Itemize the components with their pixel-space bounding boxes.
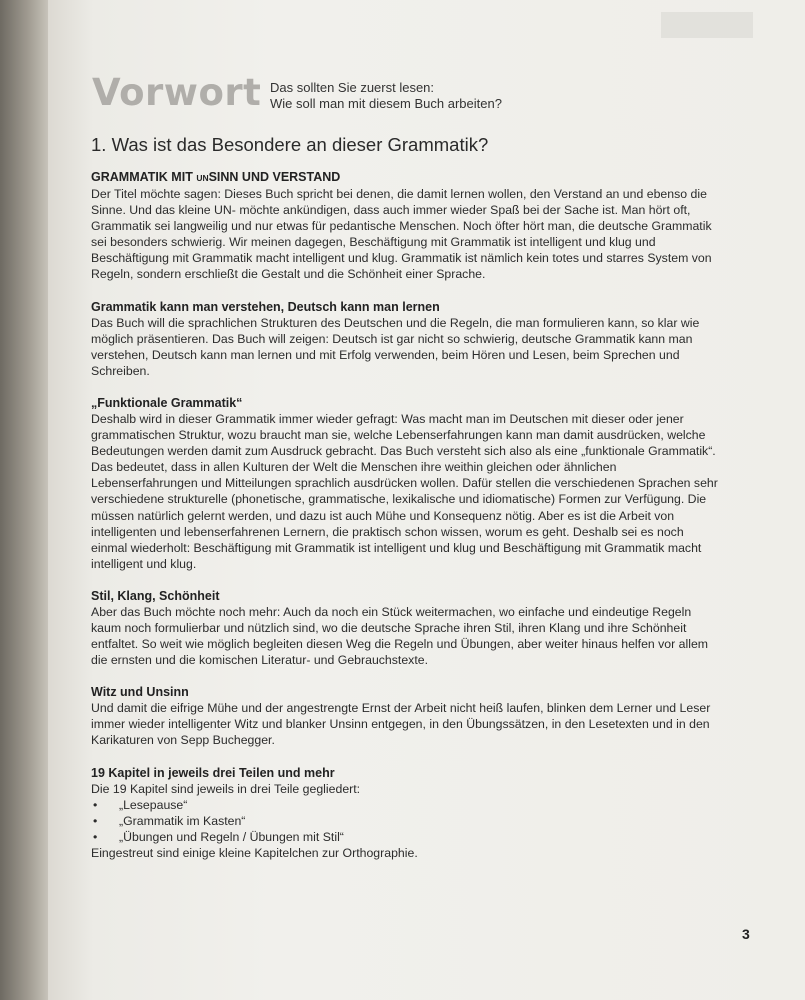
section-title bbox=[91, 134, 721, 156]
list-item-text: „Lesepause“ bbox=[119, 797, 188, 812]
book-spine-shadow bbox=[0, 0, 52, 1000]
page-number: 3 bbox=[742, 926, 750, 942]
bullet-icon: • bbox=[93, 813, 98, 828]
block-heading: 19 Kapitel in jeweils drei Teilen und mehr bbox=[91, 765, 335, 780]
block-paragraph: Aber das Buch möchte noch mehr: Auch da noch ein Stück weitermachen, wo einfache und eindeutige Regeln kaum noch formulierbar und nützlich sind, wo die deutsche Sprache ihren Stil, ihren Klang und ihre Schönheit entfaltet. So weit wie möglich begleiten diesen Weg die Regeln und Übungen, aber weiter hinaus helfen vor allem die ernsten und die komischen Literatur- und Gebrauchstexte. bbox=[91, 604, 709, 668]
list-item bbox=[91, 829, 721, 845]
bullet-icon: • bbox=[93, 797, 98, 812]
section-number: 1. bbox=[91, 134, 107, 155]
bullet-icon: • bbox=[93, 829, 98, 844]
subtitle-line-1: Das sollten Sie zuerst lesen: bbox=[270, 80, 435, 95]
block-paragraph: Und damit die eifrige Mühe und der angestrengte Ernst der Arbeit nicht heiß laufen, blinken dem Lerner und Leser immer wieder intelligenter Witz und blanker Unsinn entgegen, in den Übungssätzen, in den Lesetexten und in den Karikaturen von Sepp Buchegger. bbox=[91, 701, 711, 748]
block-paragraph: Der Titel möchte sagen: Dieses Buch spricht bei denen, die damit lernen wollen, den Verstand an und ebenso die Sinne. Und das kleine UN- möchte ankündigen, dass auch immer wieder Spaß bei der Sache ist. Man hört oft, Grammatik sei langweilig und nur etwas für pedantische Menschen. Noch öfter hört man, die deutsche Grammatik sei besonders schwierig. Wir meinen dagegen, Beschäftigung mit Grammatik ist intelligent und klug und Beschäftigung mit Grammatik macht intelligent und klug. Grammatik ist nämlich kein totes und starres System von Regeln, sondern erschließt die Gestalt und die Schönheit einer Sprache. bbox=[91, 187, 712, 282]
block-heading bbox=[91, 169, 721, 186]
block-witz-unsinn bbox=[91, 684, 721, 748]
block-grammatik-mit-unsinn bbox=[91, 169, 721, 283]
block-grammatik-verstehen bbox=[91, 299, 721, 379]
block-stil-klang bbox=[91, 588, 721, 668]
list-item bbox=[91, 813, 721, 829]
chapter-parts-list bbox=[91, 797, 721, 845]
block-heading: Witz und Unsinn bbox=[91, 685, 189, 700]
list-item-text: „Übungen und Regeln / Übungen mit Stil“ bbox=[119, 829, 344, 844]
chapter-tab-mark bbox=[661, 12, 753, 38]
list-item bbox=[91, 797, 721, 813]
block-funktionale-grammatik bbox=[91, 395, 721, 572]
section-title-text: Was ist das Besondere an dieser Grammatik? bbox=[111, 134, 489, 155]
block-paragraph: Die 19 Kapitel sind jeweils in drei Teile gegliedert: bbox=[91, 781, 361, 796]
block-heading: Grammatik kann man verstehen, Deutsch kann man lernen bbox=[91, 299, 440, 314]
list-item-text: „Grammatik im Kasten“ bbox=[119, 813, 246, 828]
page-subtitle bbox=[270, 80, 570, 112]
block-heading: „Funktionale Grammatik“ bbox=[91, 395, 243, 410]
block-heading: Stil, Klang, Schönheit bbox=[91, 588, 220, 603]
heading-part: GRAMMATIK MIT bbox=[91, 170, 197, 184]
main-content bbox=[91, 134, 721, 877]
subtitle-line-2: Wie soll man mit diesem Buch arbeiten? bbox=[270, 96, 502, 111]
page-title: Vorwort bbox=[92, 71, 262, 114]
heading-part: SINN UND VERSTAND bbox=[208, 170, 341, 184]
block-paragraph: Das Buch will die sprachlichen Strukturen des Deutschen und die Regeln, die man formulieren kann, so klar wie möglich präsentieren. Das Buch will zeigen: Deutsch ist gar nicht so schwierig, deutsche Grammatik kann man verstehen, Deutsch kann man lernen und mit Erfolg verwenden, beim Hören und Lesen, beim Sprechen und Schreiben. bbox=[91, 315, 700, 378]
block-paragraph: Deshalb wird in dieser Grammatik immer wieder gefragt: Was macht man im Deutschen mit dieser oder jener grammatischen Struktur, wozu braucht man sie, welche Lebenserfahrungen kann man damit ausdrücken, welche Bedeutungen werden damit zum Ausdruck gebracht. Das Buch versteht sich also als eine „funktionale Grammatik“. Das bedeutet, dass in allen Kulturen der Welt die Menschen ihre weithin gleichen oder ähnlichen Lebenserfahrungen und Mitteilungen sprachlich ausdrücken wollen. Dafür stellen die verschiedenen Sprachen sehr verschiedene strukturelle (phonetische, grammatische, lexikalische und idiomatische) Formen zur Verfügung. Die müssen natürlich gelernt werden, und dazu ist auch Mühe und Konsequenz nötig. Aber es ist die Arbeit von intelligenten und lebenserfahrenen Lernern, die praktisch schon wissen, worum es geht. Deshalb sei es noch einmal wiederholt: Beschäftigung mit Grammatik ist intelligent und klug und Beschäftigung mit Grammatik macht intelligent und klug. bbox=[91, 411, 718, 571]
book-page bbox=[48, 0, 805, 1000]
block-closing: Eingestreut sind einige kleine Kapitelchen zur Orthographie. bbox=[91, 845, 418, 860]
block-19-kapitel bbox=[91, 765, 721, 861]
heading-part-smallcaps: UN bbox=[196, 173, 209, 183]
